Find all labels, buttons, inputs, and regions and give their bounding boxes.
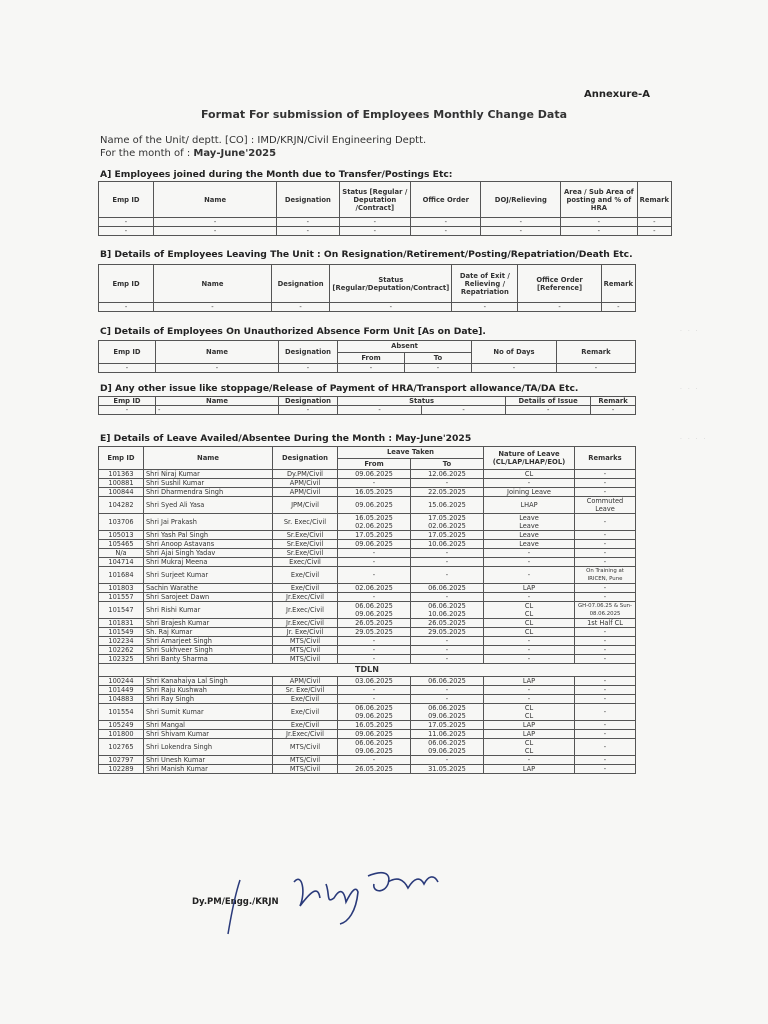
table-row: - - - - - - - - [99,227,672,236]
table-cell: Shri Ray Singh [144,695,273,704]
table-cell: 06.06.2025 09.06.2025 [411,704,484,721]
table-row [99,470,636,479]
section-b-heading: B] Details of Employees Leaving The Unit : On Resignation/Retirement/Posting/Repatriation/Death Etc. [100,249,633,260]
table-cell: 09.06.2025 [338,540,411,549]
table-cell: Sr.Exe/Civil [273,549,338,558]
table-cell: Shri Raju Kushwah [144,686,273,695]
table-cell: 22.05.2025 [411,488,484,497]
col-header: Emp ID [99,341,156,364]
table-cell: 06.06.2025 09.06.2025 [338,704,411,721]
table-row [99,695,636,704]
col-header: Name [154,265,272,303]
table-cell: - [411,637,484,646]
table-cell: Jr. Exe/Civil [273,628,338,637]
table-row [99,479,636,488]
table-cell: LAP [484,721,575,730]
col-header: Remark [557,341,636,364]
table-cell: Sr.Exe/Civil [273,531,338,540]
table-cell: 1st Half CL [575,619,636,628]
table-cell: - [575,531,636,540]
table-row [99,514,636,531]
table-row [99,567,636,584]
table-cell: Sachin Warathe [144,584,273,593]
col-header: Designation [279,397,338,406]
table-row: - - - - - - - [99,364,636,373]
table-cell: 101363 [99,470,144,479]
table-row [99,704,636,721]
col-header: Name [144,447,273,470]
col-header: Designation [273,447,338,470]
table-cell: - [411,567,484,584]
table-cell: - [575,765,636,774]
table-cell: LAP [484,584,575,593]
table-cell: - [575,549,636,558]
table-cell: - [575,695,636,704]
table-cell: - [484,567,575,584]
table-row [99,602,636,619]
table-cell: Dy.PM/Civil [273,470,338,479]
table-cell: MTS/Civil [273,756,338,765]
table-cell: Exe/Civil [273,695,338,704]
table-cell: - [575,721,636,730]
scan-noise: · · · [680,386,700,393]
table-cell: - [484,479,575,488]
table-cell: Shri Brajesh Kumar [144,619,273,628]
table-cell: - [575,677,636,686]
section-e-table [98,446,636,774]
table-cell: - [575,730,636,739]
table-row [99,531,636,540]
table-cell: - [338,593,411,602]
table-cell: - [575,646,636,655]
table-cell: JPM/Civil [273,497,338,514]
table-cell: - [411,549,484,558]
table-cell: Shri Sumit Kumar [144,704,273,721]
table-cell: Commuted Leave [575,497,636,514]
section-a-table [98,181,672,236]
table-cell: - [338,756,411,765]
table-cell: GH-07.06.25 & Sun-08.06.2025 [575,602,636,619]
table-cell: - [575,655,636,664]
table-cell: 06.06.2025 09.06.2025 [338,602,411,619]
table-cell: 104883 [99,695,144,704]
table-cell: - [338,686,411,695]
table-cell: Jr.Exec/Civil [273,602,338,619]
section-e-heading: E] Details of Leave Availed/Absentee During the Month : May-June'2025 [100,433,472,444]
unit-info [100,134,426,160]
table-cell: 17.05.2025 02.06.2025 [411,514,484,531]
scan-noise: · · · [680,328,700,335]
table-cell: - [484,637,575,646]
table-cell: - [575,479,636,488]
table-cell: - [411,655,484,664]
table-cell: - [411,695,484,704]
table-cell: Shri Yash Pal Singh [144,531,273,540]
table-cell: 100244 [99,677,144,686]
col-header: No of Days [472,341,557,364]
table-cell: - [338,655,411,664]
table-cell: MTS/Civil [273,646,338,655]
col-header: Name [156,397,279,406]
table-cell: Shri Manish Kumar [144,765,273,774]
table-cell: 101800 [99,730,144,739]
table-cell: 102797 [99,756,144,765]
col-header: Status [338,397,506,406]
table-cell: Shri Niraj Kumar [144,470,273,479]
col-header: Remark [601,265,635,303]
table-cell: 100881 [99,479,144,488]
table-cell: - [484,655,575,664]
table-cell: - [575,686,636,695]
table-cell: CL CL [484,704,575,721]
table-cell: Leave Leave [484,514,575,531]
col-header: Designation [277,182,339,218]
table-cell: - [338,558,411,567]
section-a-heading: A] Employees joined during the Month due to Transfer/Postings Etc: [100,169,453,180]
table-cell: 101547 [99,602,144,619]
table-cell: APM/Civil [273,479,338,488]
table-cell: - [484,646,575,655]
tdln-label: TDLN [99,664,636,677]
table-cell: 101449 [99,686,144,695]
table-cell: - [575,488,636,497]
table-cell: 03.06.2025 [338,677,411,686]
table-row [99,628,636,637]
table-cell: 12.06.2025 [411,470,484,479]
col-header: Emp ID [99,447,144,470]
table-cell: 104714 [99,558,144,567]
table-cell: 09.06.2025 [338,730,411,739]
table-cell: - [411,593,484,602]
col-header: Emp ID [99,182,154,218]
table-cell: 101684 [99,567,144,584]
table-cell: Exe/Civil [273,567,338,584]
table-row [99,497,636,514]
col-header: Name [153,182,276,218]
table-row [99,637,636,646]
table-cell: Shri Sukhveer Singh [144,646,273,655]
page-title: Format For submission of Employees Monthly Change Data [200,108,568,121]
col-header: Designation [279,341,338,364]
table-cell: Shri Jai Prakash [144,514,273,531]
table-cell: 09.06.2025 [338,470,411,479]
table-cell: Sr.Exe/Civil [273,540,338,549]
table-cell: APM/Civil [273,677,338,686]
month-line: For the month of : May-June'2025 [100,148,277,159]
table-cell: Shri Unesh Kumar [144,756,273,765]
col-header: Office Order [411,182,481,218]
table-row: - - - - - - - - [99,218,672,227]
table-cell: 102765 [99,739,144,756]
table-cell: Sr. Exec/Civil [273,514,338,531]
section-d-heading: D] Any other issue like stoppage/Release of Payment of HRA/Transport allowance/TA/DA Etc. [100,383,579,394]
table-cell: 105013 [99,531,144,540]
unit-line: Name of the Unit/ deptt. [CO] : IMD/KRJN/Civil Engineering Deptt. [100,135,427,146]
table-cell: - [338,637,411,646]
table-row [99,646,636,655]
table-cell: 06.06.2025 [411,584,484,593]
table-cell: 31.05.2025 [411,765,484,774]
table-cell: - [338,567,411,584]
table-cell: Shri Shivam Kumar [144,730,273,739]
table-cell: Exec/Civil [273,558,338,567]
table-row [99,488,636,497]
table-row [99,584,636,593]
table-cell: - [484,686,575,695]
col-header: Date of Exit / Relieving / Repatriation [452,265,518,303]
col-header: Remark [637,182,671,218]
col-header: To [405,352,472,364]
col-header: Emp ID [99,397,156,406]
table-cell: 15.06.2025 [411,497,484,514]
table-cell: - [575,514,636,531]
table-row [99,619,636,628]
col-header: Nature of Leave (CL/LAP/LHAP/EOL) [484,447,575,470]
table-cell: 101803 [99,584,144,593]
col-header: From [338,458,411,470]
table-cell: 16.05.2025 [338,721,411,730]
table-cell: Shri Kanahaiya Lal Singh [144,677,273,686]
table-row [99,739,636,756]
table-cell: - [575,593,636,602]
table-row [99,558,636,567]
table-cell: Exe/Civil [273,721,338,730]
col-header: Remarks [575,447,636,470]
table-cell: 10.06.2025 [411,540,484,549]
table-cell: - [484,549,575,558]
table-row [99,549,636,558]
table-cell: 29.05.2025 [338,628,411,637]
table-cell: 101549 [99,628,144,637]
table-cell: LAP [484,677,575,686]
table-cell: 26.05.2025 [338,619,411,628]
col-header: From [338,352,405,364]
col-header: Emp ID [99,265,154,303]
table-cell: 102289 [99,765,144,774]
table-cell: Shri Sarojeet Dawn [144,593,273,602]
table-cell: - [338,549,411,558]
table-cell: N/a [99,549,144,558]
table-cell: - [575,756,636,765]
table-cell: On Training at IRICEN, Pune [575,567,636,584]
col-header: Leave Taken [338,447,484,459]
table-cell: MTS/Civil [273,739,338,756]
table-row [99,756,636,765]
table-cell: - [411,756,484,765]
table-cell: - [338,695,411,704]
table-cell: - [411,558,484,567]
table-cell: Shri Mukraj Meena [144,558,273,567]
table-cell: Shri Anoop Astavans [144,540,273,549]
table-row [99,593,636,602]
table-cell: Shri Ajai Singh Yadav [144,549,273,558]
table-cell: CL CL [484,602,575,619]
col-header: Details of Issue [506,397,591,406]
col-header: To [411,458,484,470]
table-cell: LHAP [484,497,575,514]
table-cell: Leave [484,540,575,549]
table-cell: - [411,686,484,695]
table-cell: 16.05.2025 02.06.2025 [338,514,411,531]
table-cell: LAP [484,730,575,739]
table-cell: APM/Civil [273,488,338,497]
col-header: Name [156,341,279,364]
table-cell: 06.06.2025 [411,677,484,686]
table-cell: 02.06.2025 [338,584,411,593]
table-cell: Leave [484,531,575,540]
table-row [99,721,636,730]
table-cell: 17.05.2025 [411,721,484,730]
section-c-table [98,340,636,373]
table-cell: Shri Syed Ali Yasa [144,497,273,514]
table-cell: 26.05.2025 [338,765,411,774]
table-cell: - [484,695,575,704]
table-cell: - [484,593,575,602]
table-cell: - [575,704,636,721]
table-cell: 16.05.2025 [338,488,411,497]
table-cell: CL [484,628,575,637]
table-cell: 100844 [99,488,144,497]
table-row [99,540,636,549]
table-cell: Shri Banty Sharma [144,655,273,664]
table-cell: 26.05.2025 [411,619,484,628]
table-cell: 104282 [99,497,144,514]
table-cell: Exe/Civil [273,584,338,593]
table-cell: Joining Leave [484,488,575,497]
col-header: Status [Regular/Deputation/Contract] [330,265,452,303]
col-header: Area / Sub Area of posting and % of HRA [561,182,637,218]
table-cell: MTS/Civil [273,765,338,774]
table-cell: 102234 [99,637,144,646]
table-cell: - [575,628,636,637]
handwritten-signature [222,862,452,942]
table-cell: 09.06.2025 [338,497,411,514]
table-cell: CL [484,470,575,479]
table-cell: - [484,558,575,567]
table-cell: - [411,479,484,488]
table-cell: 103706 [99,514,144,531]
table-cell: 17.05.2025 [411,531,484,540]
table-cell: LAP [484,765,575,774]
tdln-divider-row [99,664,636,677]
table-cell: - [575,739,636,756]
table-cell: 101554 [99,704,144,721]
table-cell: 102262 [99,646,144,655]
table-cell: Shri Surjeet Kumar [144,567,273,584]
table-cell: Shri Rishi Kumar [144,602,273,619]
table-row [99,686,636,695]
table-cell: 06.06.2025 09.06.2025 [411,739,484,756]
table-cell: Jr.Exec/Civil [273,730,338,739]
table-cell: 06.06.2025 09.06.2025 [338,739,411,756]
table-cell: - [575,584,636,593]
col-header: Office Order [Reference] [518,265,601,303]
signature-label: Dy.PM/Engg./KRJN [192,897,279,907]
table-cell: MTS/Civil [273,637,338,646]
table-cell: Jr.Exec/Civil [273,593,338,602]
table-cell: 17.05.2025 [338,531,411,540]
table-cell: - [575,540,636,549]
col-header: Remark [591,397,636,406]
col-header: Designation [271,265,330,303]
table-cell: 06.06.2025 10.06.2025 [411,602,484,619]
scan-noise: · · · · [680,436,708,443]
table-cell: - [575,637,636,646]
table-cell: 105465 [99,540,144,549]
table-cell: 101831 [99,619,144,628]
table-cell: 102325 [99,655,144,664]
table-cell: Shri Mangal [144,721,273,730]
table-cell: 105249 [99,721,144,730]
table-cell: Shri Lokendra Singh [144,739,273,756]
table-cell: Shri Dharmendra Singh [144,488,273,497]
table-cell: Shri Sushil Kumar [144,479,273,488]
table-row: - - - - - - - [99,406,636,415]
table-cell: Exe/Civil [273,704,338,721]
table-cell: 11.06.2025 [411,730,484,739]
table-cell: - [338,479,411,488]
table-cell: 101557 [99,593,144,602]
section-b-table [98,264,636,312]
table-row [99,730,636,739]
month-value: May-June'2025 [193,148,277,159]
table-cell: CL [484,619,575,628]
table-row: - - - - - - - [99,303,636,312]
col-header: DOJ/Relieving [481,182,561,218]
table-cell: - [575,470,636,479]
table-cell: CL CL [484,739,575,756]
col-header: Absent [338,341,472,353]
table-cell: 29.05.2025 [411,628,484,637]
table-cell: - [575,558,636,567]
annexure-label: Annexure-A [584,89,650,100]
section-c-heading: C] Details of Employees On Unauthorized Absence Form Unit [As on Date]. [100,326,486,337]
table-cell: - [484,756,575,765]
table-cell: Sr. Exe/Civil [273,686,338,695]
section-d-table [98,396,636,415]
table-cell: Sh. Raj Kumar [144,628,273,637]
table-row [99,677,636,686]
table-cell: Jr.Exec/Civil [273,619,338,628]
table-row [99,655,636,664]
table-cell: - [411,646,484,655]
table-cell: MTS/Civil [273,655,338,664]
table-row [99,765,636,774]
table-cell: - [338,646,411,655]
table-cell: Shri Amarjeet Singh [144,637,273,646]
col-header: Status [Regular / Deputation /Contract] [339,182,411,218]
